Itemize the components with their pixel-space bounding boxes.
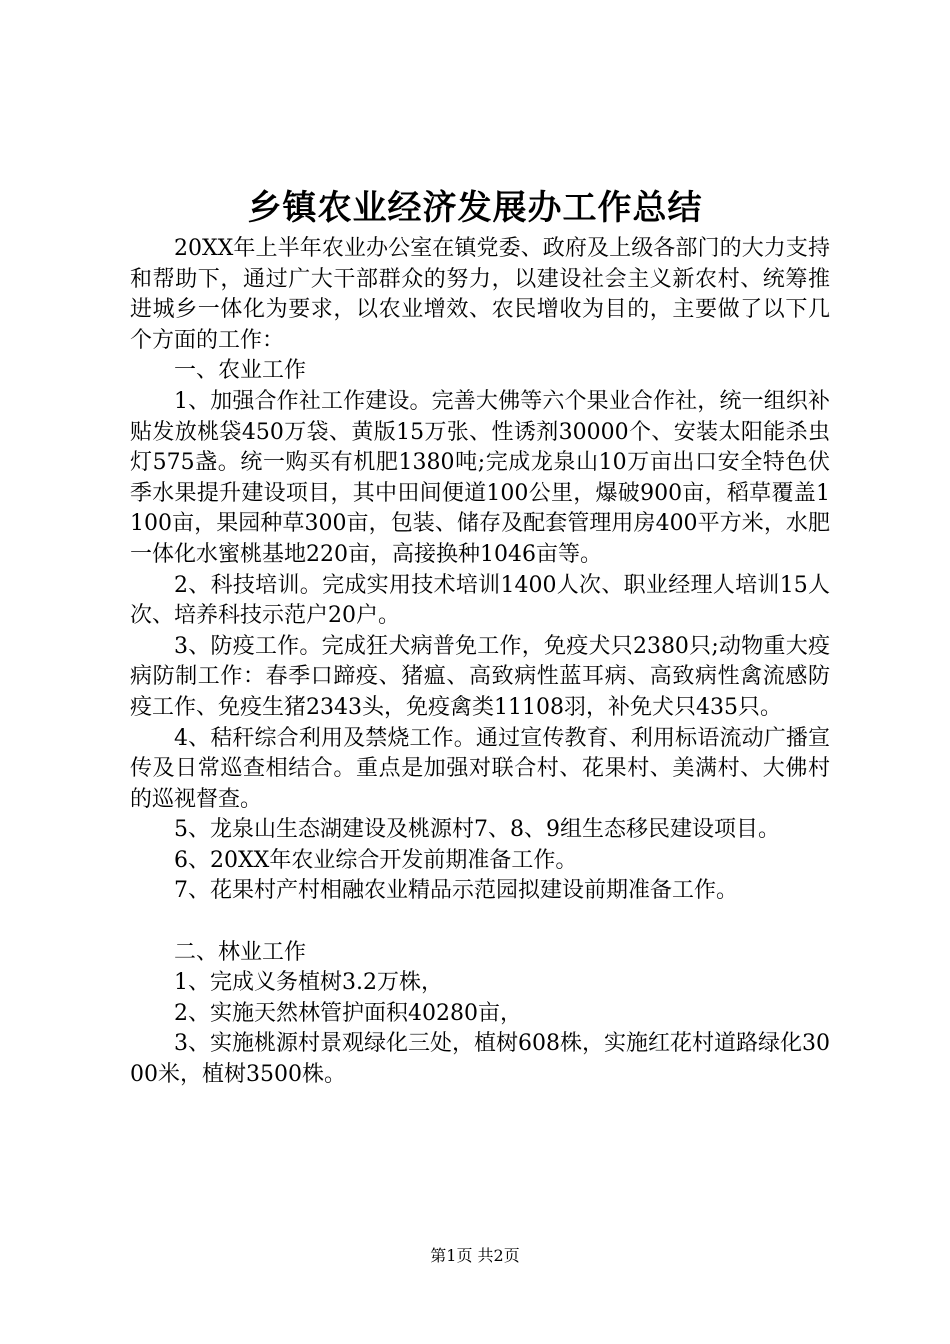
intro-paragraph: 20XX年上半年农业办公室在镇党委、政府及上级各部门的大力支持和帮助下，通过广大干部群众的努力，以建设社会主义新农村、统筹推进城乡一体化为要求，以农业增效、农民增收为目的，主要做了以下几个方面的工作： xyxy=(130,236,830,353)
paragraph-ecological-lake: 5、龙泉山生态湖建设及桃源村7、8、9组生态移民建设项目。 xyxy=(174,817,780,843)
paragraph-epidemic-prevention: 3、防疫工作。完成狂犬病普免工作，免疫犬只2380只;动物重大疫病防制工作：春季口蹄疫、猪瘟、高致病性蓝耳病、高致病性禽流感防疫工作、免疫生猪2343头，免疫禽类11108羽，补免犬只435只。 xyxy=(130,633,830,720)
document-body xyxy=(130,234,830,1091)
paragraph-cooperatives: 1、加强合作社工作建设。完善大佛等六个果业合作社，统一组织补贴发放桃袋450万袋、黄版15万张、性诱剂30000个、安装太阳能杀虫灯575盏。统一购买有机肥1380吨;完成龙泉山10万亩出口安全特色伏季水果提升建设项目，其中田间便道100公里，爆破900亩，稻草覆盖1100亩，果园种草300亩，包装、储存及配套管理用房400平方米，水肥一体化水蜜桃基地220亩，高接换种1046亩等。 xyxy=(130,388,830,567)
paragraph-tree-planting: 1、完成义务植树3.2万株， xyxy=(174,970,443,996)
page-footer: 第1页 共2页 xyxy=(430,1246,520,1265)
document-title: 乡镇农业经济发展办工作总结 xyxy=(247,188,703,228)
paragraph-straw-utilization: 4、秸秆综合利用及禁烧工作。通过宣传教育、利用标语流动广播宣传及日常巡查相结合。重点是加强对联合村、花果村、美满村、大佛村的巡视督查。 xyxy=(130,725,830,812)
paragraph-comprehensive-development: 6、20XX年农业综合开发前期准备工作。 xyxy=(174,847,578,873)
section-heading-agriculture: 一、农业工作 xyxy=(174,358,307,384)
section-heading-forestry: 二、林业工作 xyxy=(174,939,307,965)
paragraph-training: 2、科技培训。完成实用技术培训1400人次、职业经理人培训15人次、培养科技示范户20户。 xyxy=(130,572,830,629)
paragraph-demonstration-park: 7、花果村产村相融农业精品示范园拟建设前期准备工作。 xyxy=(174,878,738,904)
paragraph-forest-protection: 2、实施天然林管护面积40280亩， xyxy=(174,1000,522,1026)
paragraph-landscape-greening: 3、实施桃源村景观绿化三处，植树608株，实施红花村道路绿化3000米，植树3500株。 xyxy=(130,1031,830,1088)
